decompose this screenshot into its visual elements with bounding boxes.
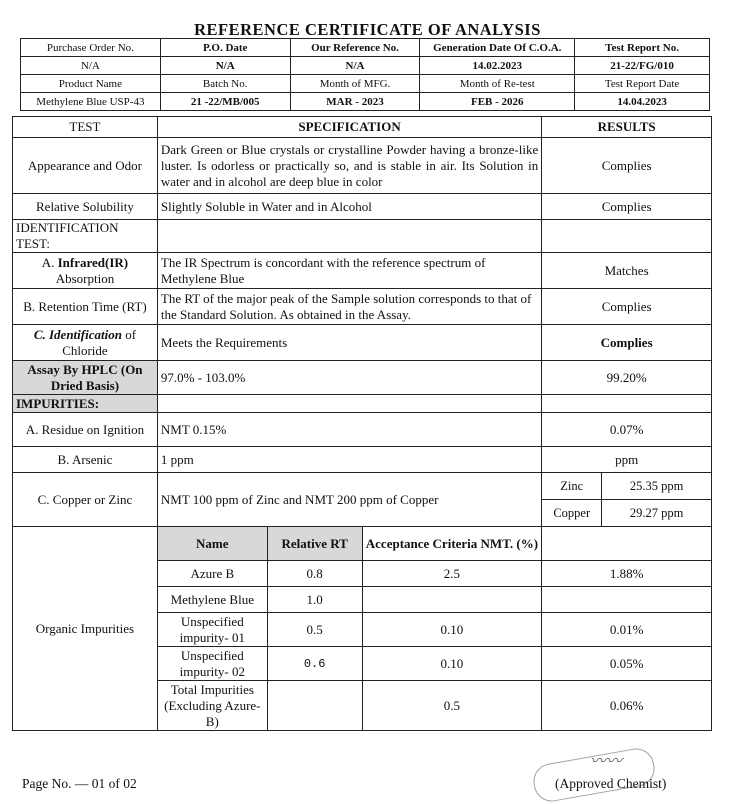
- header-label: Purchase Order No.: [21, 39, 161, 57]
- empty-cell: [157, 220, 541, 253]
- spec-copper-zinc: NMT 100 ppm of Zinc and NMT 200 ppm of Copper: [157, 473, 541, 527]
- copper-label: Copper: [542, 500, 602, 527]
- header-table: [20, 38, 710, 111]
- organic-result: 0.05%: [542, 647, 712, 681]
- table-row: [13, 473, 712, 500]
- result-solubility: Complies: [542, 194, 712, 220]
- organic-criteria: 0.5: [362, 681, 542, 731]
- test-solubility: Relative Solubility: [13, 194, 158, 220]
- organic-rrt: [267, 681, 362, 731]
- table-row: [13, 138, 712, 194]
- result-ir: Matches: [542, 253, 712, 289]
- spec-residue: NMT 0.15%: [157, 413, 541, 447]
- organic-header-row: [13, 527, 712, 561]
- identification-heading: IDENTIFICATION TEST:: [13, 220, 158, 253]
- test-appearance: Appearance and Odor: [13, 138, 158, 194]
- empty-cell: [157, 395, 541, 413]
- spec-assay: 97.0% - 103.0%: [157, 361, 541, 395]
- header-value: MAR - 2023: [290, 93, 420, 111]
- table-row: [13, 413, 712, 447]
- header-row: [21, 39, 710, 57]
- organic-criteria: 0.10: [362, 647, 542, 681]
- spec-appearance: Dark Green or Blue crystals or crystalline Powder having a bronze-like luster. Is odorless or practically so, and is stable in air. Its Solution in water and in alcohol are deep blue in color: [157, 138, 541, 194]
- zinc-label: Zinc: [542, 473, 602, 500]
- result-appearance: Complies: [542, 138, 712, 194]
- header-row: [21, 75, 710, 93]
- signature-image: 〰〰: [590, 753, 623, 770]
- table-row: [13, 194, 712, 220]
- page-number: Page No. — 01 of 02: [22, 776, 137, 791]
- spec-ir: The IR Spectrum is concordant with the reference spectrum of Methylene Blue: [157, 253, 541, 289]
- organic-rrt: 0.6: [267, 647, 362, 681]
- test-chloride-suffix: of Chloride: [62, 326, 137, 358]
- result-rt: Complies: [542, 289, 712, 325]
- empty-cell: [542, 395, 712, 413]
- impurities-heading: IMPURITIES:: [13, 395, 158, 413]
- header-value: 21 -22/MB/005: [160, 93, 290, 111]
- result-arsenic: ppm: [542, 447, 712, 473]
- test-copper-zinc: C. Copper or Zinc: [13, 473, 158, 527]
- header-label: P.O. Date: [160, 39, 290, 57]
- test-chloride-prefix: C. Identification: [33, 326, 122, 342]
- header-value: 14.02.2023: [420, 57, 575, 75]
- header-label: Batch No.: [160, 75, 290, 93]
- table-row: [13, 220, 712, 253]
- organic-name: Azure B: [157, 561, 267, 587]
- empty-cell: [542, 527, 712, 561]
- header-value: FEB - 2026: [420, 93, 575, 111]
- result-residue: 0.07%: [542, 413, 712, 447]
- organic-criteria: [362, 587, 542, 613]
- table-row: [13, 325, 712, 361]
- table-row: [13, 253, 712, 289]
- approved-chemist-label: (Approved Chemist): [555, 776, 667, 791]
- test-residue: A. Residue on Ignition: [13, 413, 158, 447]
- header-value: 14.04.2023: [575, 93, 710, 111]
- spec-chloride: Meets the Requirements: [157, 325, 541, 361]
- header-label: Test Report Date: [575, 75, 710, 93]
- document-title: REFERENCE CERTIFICATE OF ANALYSIS: [194, 20, 541, 39]
- table-header-row: [13, 117, 712, 138]
- header-label: Our Reference No.: [290, 39, 420, 57]
- result-chloride: Complies: [542, 325, 712, 361]
- header-label: Month of Re-test: [420, 75, 575, 93]
- organic-result: [542, 587, 712, 613]
- header-value: N/A: [160, 57, 290, 75]
- empty-cell: [542, 220, 712, 253]
- header-label: Test Report No.: [575, 39, 710, 57]
- header-value: N/A: [290, 57, 420, 75]
- organic-rrt: 1.0: [267, 587, 362, 613]
- organic-name: Unspecified impurity- 02: [157, 647, 267, 681]
- organic-col-name: Name: [157, 527, 267, 561]
- header-value: 21-22/FG/010: [575, 57, 710, 75]
- test-arsenic: B. Arsenic: [13, 447, 158, 473]
- test-rt: B. Retention Time (RT): [13, 289, 158, 325]
- header-label: Product Name: [21, 75, 161, 93]
- zinc-value: 25.35 ppm: [602, 473, 712, 500]
- organic-rrt: 0.5: [267, 613, 362, 647]
- organic-col-criteria: Acceptance Criteria NMT. (%): [362, 527, 542, 561]
- organic-rrt: 0.8: [267, 561, 362, 587]
- header-row: [21, 57, 710, 75]
- organic-name: Total Impurities (Excluding Azure-B): [157, 681, 267, 731]
- organic-col-rrt: Relative RT: [267, 527, 362, 561]
- test-assay: Assay By HPLC (On Dried Basis): [13, 361, 158, 395]
- test-ir: [13, 253, 158, 289]
- table-row: [13, 395, 712, 413]
- test-ir-bold: Infrared(IR): [57, 254, 129, 270]
- organic-result: 1.88%: [542, 561, 712, 587]
- header-value: N/A: [21, 57, 161, 75]
- test-organic: Organic Impurities: [13, 527, 158, 731]
- test-chloride: [13, 325, 158, 361]
- results-table: [12, 116, 712, 731]
- header-label: Generation Date Of C.O.A.: [420, 39, 575, 57]
- organic-result: 0.06%: [542, 681, 712, 731]
- spec-solubility: Slightly Soluble in Water and in Alcohol: [157, 194, 541, 220]
- col-test-header: TEST: [13, 117, 158, 138]
- spec-arsenic: 1 ppm: [157, 447, 541, 473]
- result-assay: 99.20%: [542, 361, 712, 395]
- spec-rt: The RT of the major peak of the Sample solution corresponds to that of the Standard Solution. As obtained in the Assay.: [157, 289, 541, 325]
- test-ir-suffix: Absorption: [55, 270, 115, 286]
- header-value: Methylene Blue USP-43: [21, 93, 161, 111]
- table-row: [13, 361, 712, 395]
- copper-value: 29.27 ppm: [602, 500, 712, 527]
- organic-criteria: 2.5: [362, 561, 542, 587]
- test-ir-prefix: A.: [41, 254, 58, 270]
- header-label: Month of MFG.: [290, 75, 420, 93]
- organic-criteria: 0.10: [362, 613, 542, 647]
- header-row: [21, 93, 710, 111]
- organic-name: Methylene Blue: [157, 587, 267, 613]
- organic-name: Unspecified impurity- 01: [157, 613, 267, 647]
- table-row: [13, 447, 712, 473]
- table-row: [13, 289, 712, 325]
- col-spec-header: SPECIFICATION: [157, 117, 541, 138]
- col-results-header: RESULTS: [542, 117, 712, 138]
- organic-result: 0.01%: [542, 613, 712, 647]
